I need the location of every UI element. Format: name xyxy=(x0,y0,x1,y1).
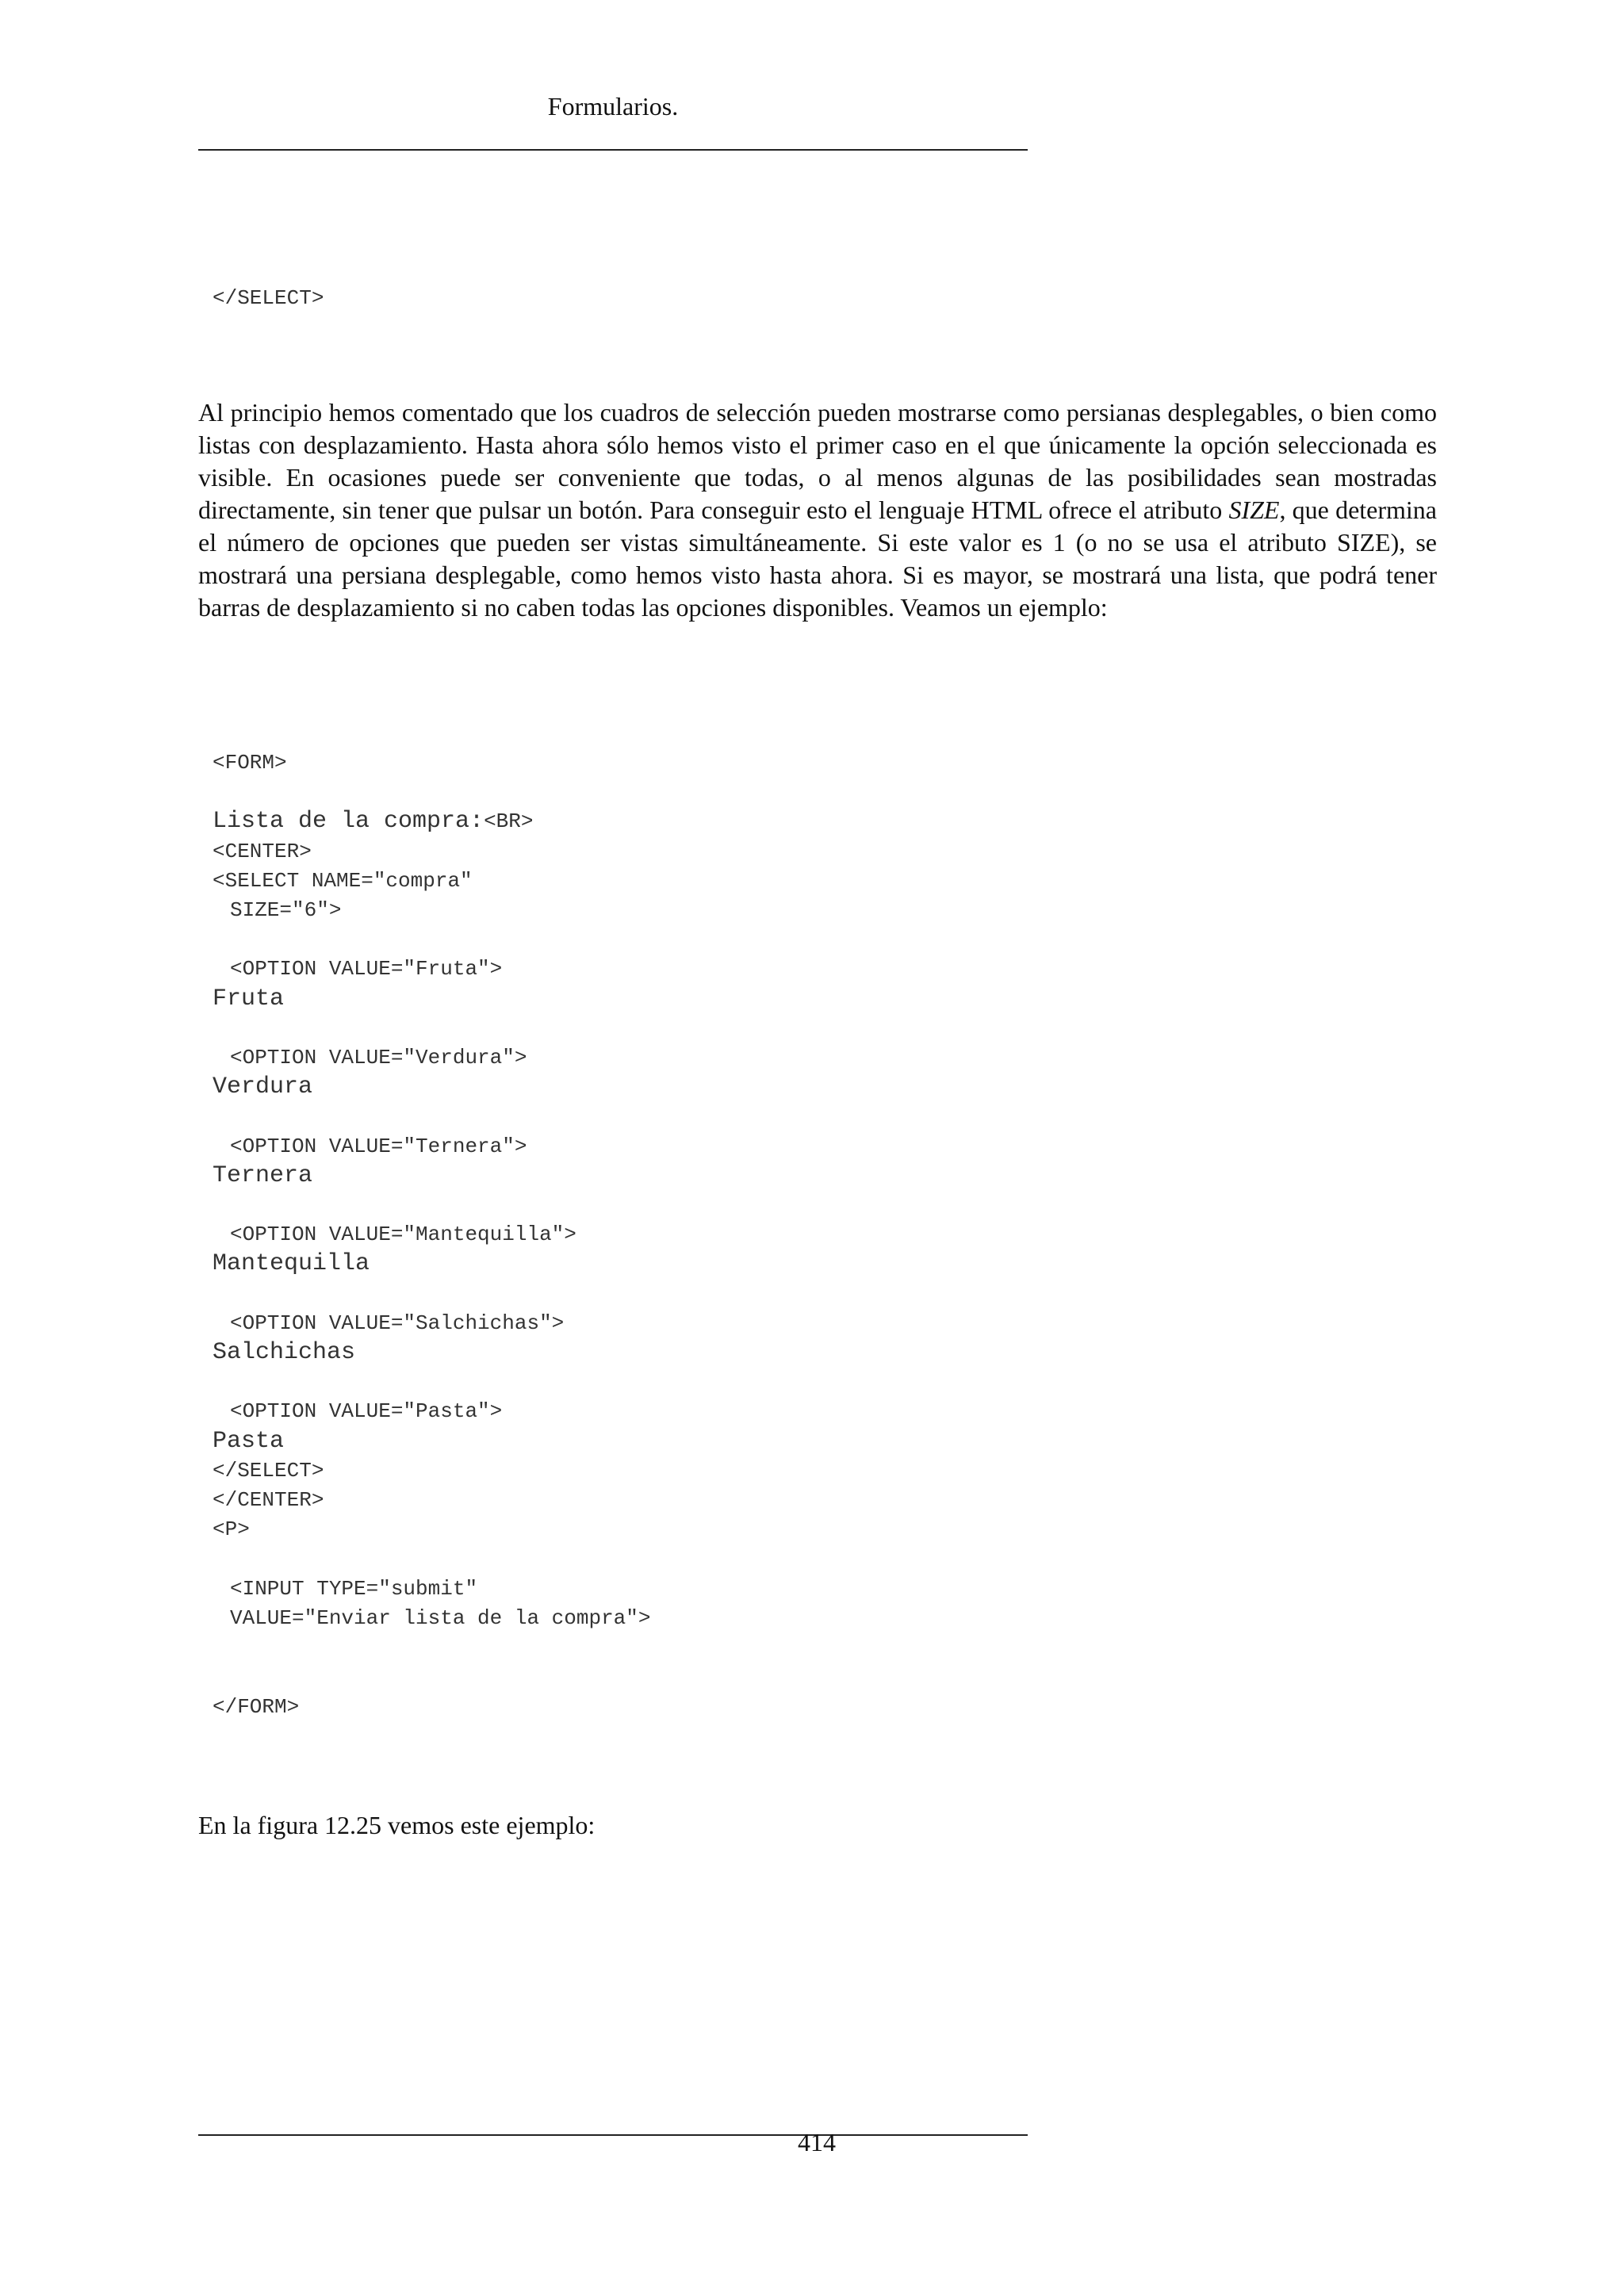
code-line: </SELECT> xyxy=(213,286,324,310)
code-example xyxy=(213,748,651,1722)
paragraph-text-start: Al principio hemos comentado que los cuadros de selección pueden mostrarse como persianas desplegables, o bien como listas con desplazamiento. Hasta ahora sólo hemos visto el primer caso en el que únicamente la opción seleccionada es visible. En ocasiones puede ser conveniente que todas, o al menos algunas de las posibilidades sean mostradas directamente, sin tener que pulsar un botón. Para conseguir esto el lenguaje HTML ofrece el atributo xyxy=(198,398,1437,524)
code-input-line: <INPUT TYPE="submit" xyxy=(230,1576,478,1601)
code-option-text: Mantequilla xyxy=(213,1250,370,1278)
figure-reference-text: En la figura 12.25 vemos este ejemplo: xyxy=(198,1811,596,1839)
code-option-tag: <OPTION VALUE="Pasta"> xyxy=(230,1399,503,1424)
running-header: Formularios. xyxy=(547,92,679,121)
code-option-tag: <OPTION VALUE="Fruta"> xyxy=(230,957,503,982)
code-form-close: </FORM> xyxy=(213,1694,300,1719)
code-option-text: Fruta xyxy=(213,985,285,1012)
code-option-text: Verdura xyxy=(213,1073,313,1101)
code-center-open: <CENTER> xyxy=(213,839,312,863)
code-list-label-line xyxy=(213,807,651,836)
code-option-tag: <OPTION VALUE="Mantequilla"> xyxy=(230,1223,576,1247)
code-center-close: </CENTER> xyxy=(213,1488,324,1513)
code-p-tag: <P> xyxy=(213,1517,250,1542)
list-label-text: Lista de la compra: xyxy=(213,808,485,836)
body-paragraph xyxy=(198,396,1437,624)
code-select-size: SIZE="6"> xyxy=(230,898,342,923)
code-select-close: </SELECT> xyxy=(213,1458,324,1483)
header-rule xyxy=(198,149,1028,151)
code-option-text: Pasta xyxy=(213,1427,285,1455)
code-option-tag: <OPTION VALUE="Ternera"> xyxy=(230,1134,527,1158)
code-snippet-select-close xyxy=(213,284,324,313)
code-option-tag: <OPTION VALUE="Verdura"> xyxy=(230,1046,527,1070)
paragraph-text-end: , que determina el número de opciones que pueden ser vistas simultáneamente. Si este valor es 1 (o no se usa el atributo SIZE), se mostrará una persiana desplegable, como hemos visto hasta ahora. Si es mayor, se mostrará una lista, que podrá tener barras de desplazamiento si no caben todas las opciones disponibles. Veamos un ejemplo: xyxy=(198,496,1438,622)
code-select-open: <SELECT NAME="compra" xyxy=(213,868,473,893)
br-tag: <BR> xyxy=(484,809,534,834)
size-attribute-emphasis: SIZE xyxy=(1228,496,1280,524)
code-input-value: VALUE="Enviar lista de la compra"> xyxy=(230,1605,651,1630)
code-form-open: <FORM> xyxy=(213,751,287,775)
footer-rule xyxy=(198,2134,1028,2136)
code-option-tag: <OPTION VALUE="Salchichas"> xyxy=(230,1311,565,1335)
page-number: 414 xyxy=(798,2128,836,2156)
code-option-text: Ternera xyxy=(213,1161,313,1189)
code-option-text: Salchichas xyxy=(213,1339,356,1367)
